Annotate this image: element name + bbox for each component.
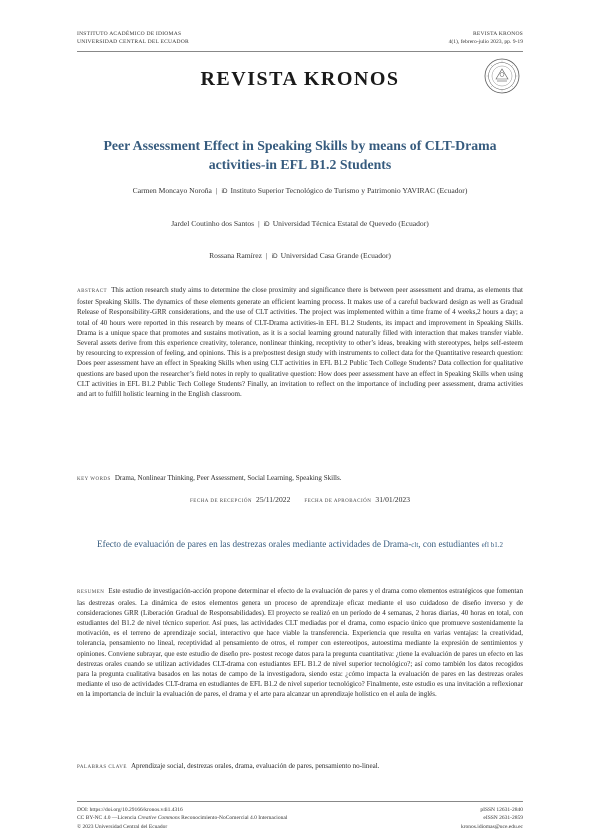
author-separator: | <box>266 251 268 260</box>
spanish-title <box>80 538 520 552</box>
author-affiliation: Universidad Casa Grande (Ecuador) <box>280 251 391 260</box>
keywords <box>77 473 523 485</box>
header-journal-info <box>449 31 523 46</box>
resumen <box>77 586 523 699</box>
received-label: FECHA DE RECEPCIÓN <box>189 499 253 504</box>
footer-divider <box>77 801 523 802</box>
author-separator: | <box>215 186 218 195</box>
spanish-title-efl: efl <box>481 541 489 549</box>
header-university: UNIVERSIDAD CENTRAL DEL ECUADOR <box>77 38 189 45</box>
author-affiliation: Universidad Técnica Estatal de Quevedo (Ecuador) <box>272 219 429 228</box>
abstract-label: ABSTRACT <box>77 289 108 294</box>
author-name: Rossana Ramírez <box>209 251 263 260</box>
journal-title: REVISTA KRONOS <box>200 68 400 90</box>
author-line <box>0 186 600 195</box>
author-affiliation: Instituto Superior Tecnológico de Turismo y Patrimonio YAVIRAC (Ecuador) <box>230 186 468 195</box>
university-seal-icon <box>484 58 520 94</box>
footer-right <box>461 806 523 831</box>
copyright: © 2023 Universidad Central del Ecuador <box>77 823 168 830</box>
orcid-icon[interactable]: iD <box>271 253 278 260</box>
orcid-icon[interactable]: iD <box>221 188 228 195</box>
author-line <box>0 219 600 228</box>
eissn: eISSN 2631-2859 <box>483 815 523 822</box>
spanish-title-mid: , con estudiantes <box>418 539 482 549</box>
palabras-text: Aprendizaje social, destrezas orales, drama, evaluación de pares, pensamiento no-lineal. <box>130 762 380 770</box>
orcid-icon[interactable]: iD <box>263 221 270 228</box>
license-prefix: CC BY-NC 4.0 —Licencia <box>77 815 138 822</box>
received-date: 25/11/2022 <box>256 495 291 504</box>
resumen-text: Este estudio de investigación-acción propone determinar el efecto de la evaluación de pares y el drama como elementos estratégicos que fomentan las destrezas orales. La dinámica de estos elementos genera un proceso de aprendizaje eficaz mediante el uso cuidadoso de diseño inverso y de consideraciones GRR (Liberación Gradual de Responsabilidades). El proyecto se realizó en un período de 4 semanas, 2 horas diarias, 40 horas en total, con estudiantes del B1.2 de nivel técnico superior. Así pues, las actividades CLT mediadas por el drama, como espacio único que promueve sostenidamente la motivación, es el terreno de aprendizaje social, interactivo que hace viable la transferencia. Experiencia que resulta en varias ventajas: la creatividad, tolerancia, pensamiento no lineal, receptividad al pensamiento de otros, el romper con estereotipos, autoestima mediante la expresión de sentimientos y opiniones. Conviene subrayar, que este estudio de diseño pre- postest recoge datos para la pregunta cuantitativa: ¿tiene la evaluación de pares un efecto en las destrezas orales cuando se utilizan actividades CLT-drama con estudiantes EFL B1.2 de nivel superior tecnológico?; así como también los datos recogidos para la pregunta cualitativa basados en las notas de campo de la investigadora, siendo esta: ¿cómo impacta la evaluación de pares en las destrezas orales mediante el uso de actividades CLT-drama en estudiantes de EFL B1.2 de nivel superior tecnológico? Finalmente, este estudio es una invitación a reflexionar en la importancia de incluir la evaluación de pares, el drama y el arte para alcanzar un aprendizaje holístico en el aula de inglés. <box>77 587 523 698</box>
spanish-title-clt: clt <box>411 541 419 549</box>
contact-email[interactable]: kronos.idiomas@uce.edu.ec <box>460 823 523 830</box>
author-line <box>0 251 600 260</box>
footer-left <box>77 806 287 831</box>
header-journal-short: REVISTA KRONOS <box>472 31 523 37</box>
keywords-label: KEY WORDS <box>77 477 111 482</box>
keywords-text: Drama, Nonlinear Thinking, Peer Assessment, Social Learning, Speaking Skills. <box>114 474 342 482</box>
approved-label: FECHA DE APROBACIÓN <box>304 499 372 504</box>
header-institute: INSTITUTO ACADÉMICO DE IDIOMAS <box>77 31 182 37</box>
palabras-clave <box>77 761 523 773</box>
spanish-title-end: b1.2 <box>488 541 503 549</box>
author-name: Carmen Moncayo Noroña <box>132 186 212 195</box>
author-separator: | <box>258 219 260 228</box>
header-divider <box>77 51 523 52</box>
author-name: Jardel Coutinho dos Santos <box>171 219 255 228</box>
abstract <box>77 285 523 399</box>
palabras-label: PALABRAS CLAVE <box>77 765 127 770</box>
spanish-title-main: Efecto de evaluación de pares en las destrezas orales mediante actividades de Drama- <box>97 539 412 549</box>
doi-link[interactable]: DOI: https://doi.org/10.29166/kronos.v4i1.4316 <box>77 807 183 813</box>
pissn: pISSN 12631-2840 <box>480 807 523 813</box>
abstract-text: This action research study aims to determine the close proximity and significance there is between peer assessment and drama, as elements that foster Speaking Skills. The dynamics of these elements generate an efficient learning process. It makes use of a careful backward design as well as Gradual Release of Responsibility-GRR considerations, and the use of CLT activities. The project was implemented within a time frame of 4 weeks,2 hours a day; a total of 40 hours were reported in this research by means of CLT-Drama activities-in EFL B1.2 Students, its impact and improvement in Speaking Skills. Drama is a unique space that promotes and sustains motivation, as it is a social learning ground naturally filled with interaction that makes transfer viable. Several assets derive from this experience creativity, tolerance, nonlinear thinking, receptivity to other’s ideas, breaking with stereotypes, helps self-esteem by resourcing to expression of feeling, and opinions. This is a pre/posttest design study with instruments to collect data for the Quantitative research question: Does peer assessment have an effect in Speaking Skills when using CLT activities in EFL B1.2 Public Tech College Students? Data collection for qualitative questions are based upon the researcher’s field notes in reply to qualitative question: How does peer assessment have an effect in Speaking Skills when using CLT activities in EFL B1.2 Public Tech College Students? Finally, an invitation to reflect on the importance of including peer assessment, drama activities and art to fulfill holistic learning in the English classroom. <box>77 286 523 399</box>
header-issue: 4(1), febrero-julio 2023, pp. 9-19 <box>448 38 523 45</box>
resumen-label: RESUMEN <box>77 590 105 595</box>
approved-date: 31/01/2023 <box>375 495 410 504</box>
article-dates <box>0 495 600 504</box>
license-line <box>77 814 287 822</box>
license-italic: Creative Commons <box>137 815 180 822</box>
header-institution <box>77 31 189 46</box>
license-suffix: Reconocimiento-NoComercial 4.0 Internacional <box>179 815 288 822</box>
article-title: Peer Assessment Effect in Speaking Skills by means of CLT-Drama activities-in EFL B1.2 Students <box>103 138 497 172</box>
